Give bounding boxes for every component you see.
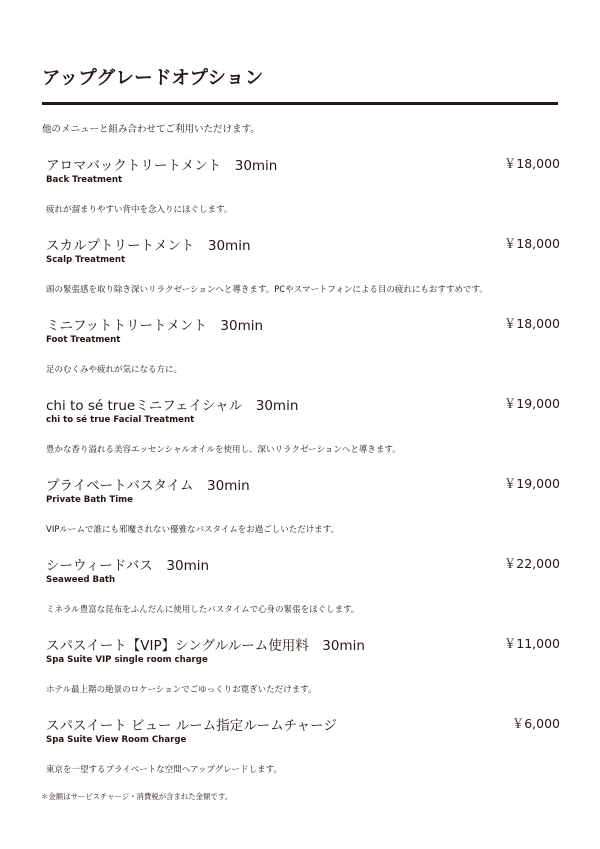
menu-item-name: アロマバックトリートメント 30min xyxy=(46,158,278,174)
menu-item-price: ￥19,000 xyxy=(503,396,560,411)
menu-item-seaweed-bath xyxy=(0,554,600,634)
menu-item-facial-treatment xyxy=(0,394,600,474)
menu-item-english-name: Spa Suite View Room Charge xyxy=(46,735,187,745)
menu-item-price: ￥18,000 xyxy=(503,316,560,331)
menu-item-spa-suite-view-room xyxy=(0,714,600,794)
menu-item-price: ￥18,000 xyxy=(503,156,560,171)
menu-item-description: ホテル最上階の絶景のロケーションでごゆっくりお寛ぎいただけます。 xyxy=(46,685,317,695)
intro-text: 他のメニューと組み合わせてご利用いただけます。 xyxy=(42,124,260,135)
menu-item-description: 足のむくみや疲れが気になる方に。 xyxy=(46,365,183,375)
menu-item-foot-treatment xyxy=(0,314,600,394)
menu-item-english-name: Foot Treatment xyxy=(46,335,121,345)
menu-item-name: プライベートバスタイム 30min xyxy=(46,478,250,494)
menu-item-price: ￥18,000 xyxy=(503,236,560,251)
menu-item-name: スカルプトリートメント 30min xyxy=(46,238,251,254)
menu-item-english-name: Seaweed Bath xyxy=(46,575,116,585)
menu-item-name: シーウィードバス 30min xyxy=(46,558,210,574)
menu-item-description: 疲れが溜まりやすい背中を念入りにほぐします。 xyxy=(46,205,233,215)
menu-item-description: 東京を一望するプライベートな空間へアップグレードします。 xyxy=(46,765,282,775)
title-divider xyxy=(42,102,558,105)
menu-item-price: ￥22,000 xyxy=(503,556,560,571)
menu-item-scalp-treatment xyxy=(0,234,600,314)
menu-item-english-name: Spa Suite VIP single room charge xyxy=(46,655,208,665)
menu-item-description: VIPルームで誰にも邪魔されない優雅なバスタイムをお過ごしいただけます。 xyxy=(46,525,340,535)
menu-item-price: ￥6,000 xyxy=(511,716,560,731)
menu-item-description: 豊かな香り溢れる美容エッセンシャルオイルを使用し、深いリラクゼーションへと導きます。 xyxy=(46,445,401,455)
menu-item-back-treatment xyxy=(0,154,600,234)
menu-item-private-bath-time xyxy=(0,474,600,554)
menu-item-english-name: Back Treatment xyxy=(46,175,123,185)
menu-list xyxy=(0,154,600,794)
menu-item-description: 頭の緊張感を取り除き深いリラクゼーションへと導きます。PCやスマートフォンによる目の疲れにもおすすめです。 xyxy=(46,285,488,295)
price-footnote: ＊金額はサービスチャージ・消費税が含まれた金額です。 xyxy=(41,792,233,801)
menu-item-name: スパスイート ビュー ルーム指定ルームチャージ xyxy=(46,718,337,734)
menu-item-spa-suite-vip xyxy=(0,634,600,714)
menu-item-english-name: chi to sé true Facial Treatment xyxy=(46,415,195,425)
menu-item-description: ミネラル豊富な昆布をふんだんに使用したバスタイムで心身の緊張をほぐします。 xyxy=(46,605,360,615)
page-title: アップグレードオプション xyxy=(42,68,264,89)
menu-item-english-name: Private Bath Time xyxy=(46,495,133,505)
menu-item-price: ￥11,000 xyxy=(503,636,560,651)
menu-item-name: ミニフットトリートメント 30min xyxy=(46,318,264,334)
menu-item-name: スパスイート【VIP】シングルルーム使用料 30min xyxy=(46,638,365,654)
menu-item-name: chi to sé trueミニフェイシャル 30min xyxy=(46,398,299,414)
menu-item-price: ￥19,000 xyxy=(503,476,560,491)
menu-item-english-name: Scalp Treatment xyxy=(46,255,126,265)
